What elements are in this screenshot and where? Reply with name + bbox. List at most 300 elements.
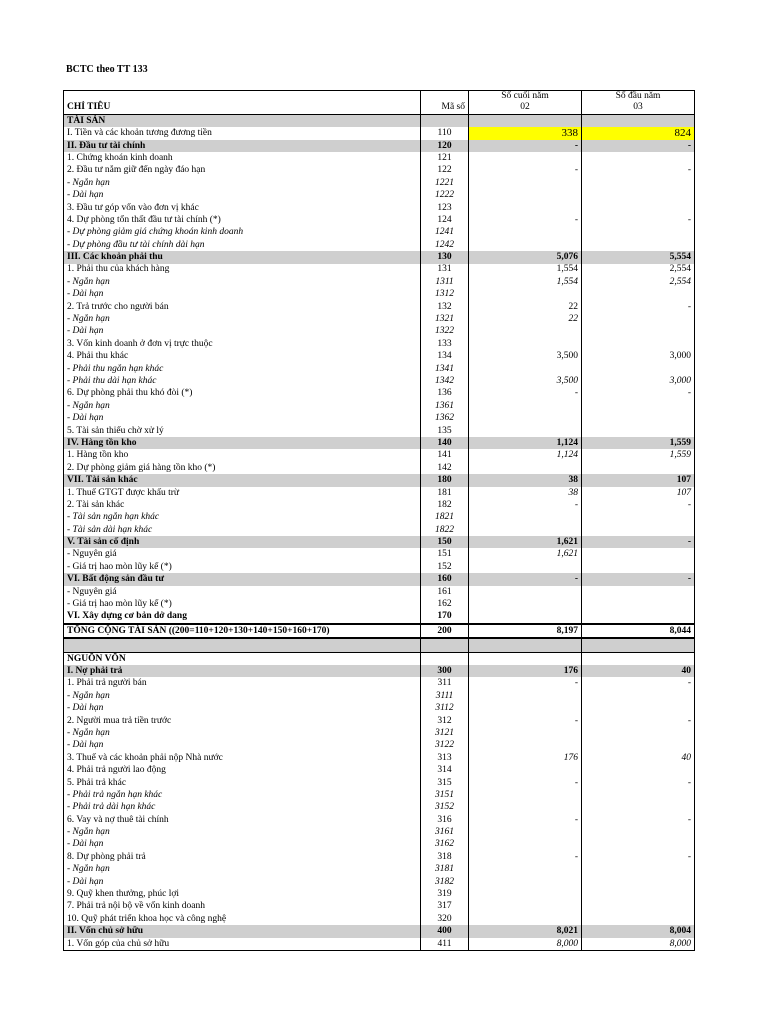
row-code: 122 <box>421 164 469 176</box>
row-begin-year-value <box>582 739 695 751</box>
row-label: VI. Bất động sản đầu tư <box>64 573 421 585</box>
row-begin-year-value: 8,004 <box>582 925 695 937</box>
row-code: 121 <box>421 152 469 164</box>
row-label: 3. Thuế và các khoản phải nộp Nhà nước <box>64 752 421 764</box>
row-end-year-value <box>469 114 582 127</box>
row-begin-year-value <box>582 239 695 251</box>
row-begin-year-value <box>582 462 695 474</box>
table-row <box>64 925 695 937</box>
row-code: 130 <box>421 251 469 263</box>
table-row <box>64 652 695 665</box>
row-code: 131 <box>421 264 469 276</box>
row-begin-year-value: - <box>582 214 695 226</box>
row-code: 136 <box>421 387 469 399</box>
row-label: - Phải thu dài hạn khác <box>64 375 421 387</box>
row-begin-year-value: - <box>582 387 695 399</box>
table-row <box>64 350 695 362</box>
row-end-year-value: 22 <box>469 313 582 325</box>
row-label: - Ngắn hạn <box>64 400 421 412</box>
row-label: 5. Tài sản thiếu chờ xử lý <box>64 425 421 437</box>
row-label: II. Đầu tư tài chính <box>64 140 421 152</box>
row-label: 5. Phải trả khác <box>64 777 421 789</box>
row-end-year-value: - <box>469 140 582 152</box>
row-end-year-value: 8,000 <box>469 938 582 951</box>
row-end-year-value <box>469 900 582 912</box>
row-begin-year-value <box>582 586 695 598</box>
row-end-year-value: - <box>469 715 582 727</box>
row-end-year-value: - <box>469 164 582 176</box>
row-begin-year-value: 107 <box>582 487 695 499</box>
row-label: 4. Phải thu khác <box>64 350 421 362</box>
table-row <box>64 598 695 610</box>
row-label: 8. Dự phòng phải trả <box>64 851 421 863</box>
row-end-year-value <box>469 702 582 714</box>
row-label: IV. Hàng tồn kho <box>64 437 421 449</box>
row-begin-year-value <box>582 727 695 739</box>
table-row <box>64 739 695 751</box>
row-begin-year-value <box>582 511 695 523</box>
row-end-year-value <box>469 838 582 850</box>
table-row <box>64 387 695 399</box>
table-row <box>64 338 695 350</box>
row-label: 2. Tài sản khác <box>64 499 421 511</box>
row-label: 6. Vay và nợ thuê tài chính <box>64 814 421 826</box>
row-begin-year-value: - <box>582 140 695 152</box>
row-end-year-value: 1,554 <box>469 264 582 276</box>
table-row <box>64 548 695 560</box>
row-label: - Ngắn hạn <box>64 727 421 739</box>
table-row <box>64 702 695 714</box>
row-code: 181 <box>421 487 469 499</box>
row-code: 317 <box>421 900 469 912</box>
row-end-year-value <box>469 511 582 523</box>
row-end-year-value <box>469 524 582 536</box>
row-end-year-value: - <box>469 387 582 399</box>
table-row <box>64 164 695 176</box>
row-end-year-value: - <box>469 214 582 226</box>
row-code: 132 <box>421 301 469 313</box>
table-row <box>64 140 695 152</box>
row-end-year-value: 1,124 <box>469 449 582 461</box>
row-label: - Dài hạn <box>64 288 421 300</box>
row-end-year-value <box>469 152 582 164</box>
row-begin-year-value <box>582 826 695 838</box>
row-code: 141 <box>421 449 469 461</box>
row-label: 10. Quỹ phát triển khoa học và công nghệ <box>64 913 421 925</box>
row-code: 3112 <box>421 702 469 714</box>
row-code: 170 <box>421 610 469 623</box>
table-row <box>64 276 695 288</box>
row-code <box>421 638 469 652</box>
row-end-year-value: - <box>469 814 582 826</box>
row-begin-year-value <box>582 338 695 350</box>
table-row <box>64 226 695 238</box>
row-begin-year-value: - <box>582 301 695 313</box>
row-end-year-value: 3,500 <box>469 350 582 362</box>
table-row <box>64 665 695 677</box>
row-end-year-value <box>469 598 582 610</box>
row-begin-year-value: - <box>582 573 695 585</box>
row-label: - Ngắn hạn <box>64 313 421 325</box>
row-label: - Phải thu ngắn hạn khác <box>64 363 421 375</box>
row-end-year-value: 1,621 <box>469 548 582 560</box>
table-row <box>64 251 695 263</box>
table-row <box>64 214 695 226</box>
row-begin-year-value: - <box>582 715 695 727</box>
row-code: 3161 <box>421 826 469 838</box>
table-row <box>64 838 695 850</box>
table-row <box>64 524 695 536</box>
row-begin-year-value <box>582 638 695 652</box>
row-end-year-value: 176 <box>469 752 582 764</box>
row-label: 2. Đầu tư nắm giữ đến ngày đáo hạn <box>64 164 421 176</box>
table-row <box>64 189 695 201</box>
table-row <box>64 487 695 499</box>
row-begin-year-value <box>582 764 695 776</box>
row-begin-year-value <box>582 412 695 424</box>
table-row <box>64 573 695 585</box>
row-begin-year-value <box>582 313 695 325</box>
row-begin-year-value: 1,559 <box>582 437 695 449</box>
row-label: - Dài hạn <box>64 876 421 888</box>
row-code: 142 <box>421 462 469 474</box>
table-row <box>64 152 695 164</box>
row-label: - Giá trị hao mòn lũy kế (*) <box>64 598 421 610</box>
row-code: 318 <box>421 851 469 863</box>
row-label <box>64 638 421 652</box>
row-begin-year-value: 1,559 <box>582 449 695 461</box>
row-end-year-value <box>469 888 582 900</box>
row-begin-year-value: - <box>582 536 695 548</box>
row-code: 180 <box>421 474 469 486</box>
header-end-year <box>469 91 582 115</box>
row-begin-year-value <box>582 189 695 201</box>
row-code: 1822 <box>421 524 469 536</box>
row-code: 161 <box>421 586 469 598</box>
row-code: 152 <box>421 561 469 573</box>
row-end-year-value: 38 <box>469 474 582 486</box>
table-row <box>64 474 695 486</box>
table-row <box>64 177 695 189</box>
row-label: - Dài hạn <box>64 739 421 751</box>
row-label: I. Nợ phải trả <box>64 665 421 677</box>
row-label: 4. Dự phòng tổn thất đầu tư tài chính (*) <box>64 214 421 226</box>
row-end-year-value <box>469 363 582 375</box>
row-end-year-value <box>469 727 582 739</box>
row-begin-year-value <box>582 202 695 214</box>
row-code: 1312 <box>421 288 469 300</box>
row-code: 1241 <box>421 226 469 238</box>
row-begin-year-value <box>582 363 695 375</box>
table-row <box>64 610 695 623</box>
row-begin-year-value: 107 <box>582 474 695 486</box>
row-label: II. Vốn chủ sở hữu <box>64 925 421 937</box>
row-begin-year-value <box>582 548 695 560</box>
row-label: - Tài sản dài hạn khác <box>64 524 421 536</box>
table-row <box>64 938 695 951</box>
row-label: 4. Phải trả người lao động <box>64 764 421 776</box>
row-code: 162 <box>421 598 469 610</box>
row-label: 1. Phải trả người bán <box>64 677 421 689</box>
row-code: 3182 <box>421 876 469 888</box>
table-row <box>64 690 695 702</box>
row-end-year-value: 5,076 <box>469 251 582 263</box>
table-body <box>64 114 695 950</box>
row-code: 411 <box>421 938 469 951</box>
row-begin-year-value: - <box>582 777 695 789</box>
header-end-year-title: Số cuối năm <box>501 91 549 101</box>
table-row <box>64 638 695 652</box>
row-end-year-value: 3,500 <box>469 375 582 387</box>
row-code: 1342 <box>421 375 469 387</box>
row-code: 319 <box>421 888 469 900</box>
table-row <box>64 437 695 449</box>
row-code: 1362 <box>421 412 469 424</box>
table-row <box>64 449 695 461</box>
row-label: 7. Phải trả nội bộ về vốn kinh doanh <box>64 900 421 912</box>
row-begin-year-value <box>582 177 695 189</box>
table-row <box>64 425 695 437</box>
header-begin-year <box>582 91 695 115</box>
row-end-year-value: 38 <box>469 487 582 499</box>
row-code <box>421 114 469 127</box>
row-begin-year-value <box>582 900 695 912</box>
row-code: 300 <box>421 665 469 677</box>
row-label: 3. Vốn kinh doanh ở đơn vị trực thuộc <box>64 338 421 350</box>
row-begin-year-value: 8,000 <box>582 938 695 951</box>
table-row <box>64 412 695 424</box>
row-label: TỔNG CỘNG TÀI SẢN ((200=110+120+130+140+150+160+170) <box>64 624 421 638</box>
row-label: 6. Dự phòng phải thu khó đòi (*) <box>64 387 421 399</box>
row-label: - Phải trả ngắn hạn khác <box>64 789 421 801</box>
row-begin-year-value <box>582 652 695 665</box>
row-code: 135 <box>421 425 469 437</box>
row-end-year-value <box>469 739 582 751</box>
row-begin-year-value: - <box>582 814 695 826</box>
table-row <box>64 202 695 214</box>
row-begin-year-value: 2,554 <box>582 276 695 288</box>
table-row <box>64 777 695 789</box>
row-label: I. Tiền và các khoản tương đương tiền <box>64 127 421 139</box>
row-end-year-value: 176 <box>469 665 582 677</box>
row-code: 316 <box>421 814 469 826</box>
row-code: 312 <box>421 715 469 727</box>
row-end-year-value <box>469 189 582 201</box>
row-begin-year-value: - <box>582 499 695 511</box>
table-header <box>64 91 695 115</box>
balance-sheet-table <box>63 90 695 951</box>
row-code: 314 <box>421 764 469 776</box>
row-label: - Ngắn hạn <box>64 177 421 189</box>
row-begin-year-value <box>582 226 695 238</box>
row-label: 1. Chứng khoán kinh doanh <box>64 152 421 164</box>
table-row <box>64 313 695 325</box>
document-title: BCTC theo TT 133 <box>66 64 148 75</box>
row-end-year-value: 1,554 <box>469 276 582 288</box>
table-row <box>64 913 695 925</box>
row-begin-year-value <box>582 690 695 702</box>
row-begin-year-value <box>582 152 695 164</box>
row-label: - Phải trả dài hạn khác <box>64 801 421 813</box>
header-label: CHỈ TIÊU <box>64 91 421 115</box>
row-end-year-value <box>469 325 582 337</box>
row-end-year-value <box>469 764 582 776</box>
row-begin-year-value <box>582 888 695 900</box>
row-code: 133 <box>421 338 469 350</box>
row-label: 1. Vốn góp của chủ sở hữu <box>64 938 421 951</box>
row-end-year-value: 8,021 <box>469 925 582 937</box>
row-code: 1311 <box>421 276 469 288</box>
row-code: 311 <box>421 677 469 689</box>
header-code: Mã số <box>421 91 469 115</box>
row-begin-year-value <box>582 838 695 850</box>
row-end-year-value: 338 <box>469 127 582 139</box>
row-begin-year-value <box>582 425 695 437</box>
row-begin-year-value: - <box>582 164 695 176</box>
row-begin-year-value: 2,554 <box>582 264 695 276</box>
row-code: 320 <box>421 913 469 925</box>
row-code: 1361 <box>421 400 469 412</box>
row-code: 3162 <box>421 838 469 850</box>
row-begin-year-value: 8,044 <box>582 624 695 638</box>
row-code: 160 <box>421 573 469 585</box>
row-label: - Tài sản ngắn hạn khác <box>64 511 421 523</box>
row-label: 1. Hàng tồn kho <box>64 449 421 461</box>
row-label: - Ngắn hạn <box>64 276 421 288</box>
row-code: 3151 <box>421 789 469 801</box>
table-row <box>64 752 695 764</box>
table-row <box>64 789 695 801</box>
row-end-year-value <box>469 202 582 214</box>
row-code: 1321 <box>421 313 469 325</box>
row-code: 123 <box>421 202 469 214</box>
table-row <box>64 863 695 875</box>
row-begin-year-value <box>582 789 695 801</box>
row-begin-year-value <box>582 400 695 412</box>
row-end-year-value <box>469 462 582 474</box>
row-begin-year-value: - <box>582 677 695 689</box>
row-end-year-value <box>469 288 582 300</box>
row-code: 134 <box>421 350 469 362</box>
row-code: 1341 <box>421 363 469 375</box>
row-code <box>421 652 469 665</box>
row-label: - Ngắn hạn <box>64 826 421 838</box>
row-end-year-value <box>469 638 582 652</box>
table-row <box>64 239 695 251</box>
row-begin-year-value <box>582 114 695 127</box>
table-row <box>64 814 695 826</box>
row-code: 3152 <box>421 801 469 813</box>
row-label: 9. Quỹ khen thưởng, phúc lợi <box>64 888 421 900</box>
row-label: 2. Người mua trả tiền trước <box>64 715 421 727</box>
row-end-year-value <box>469 801 582 813</box>
row-code: 315 <box>421 777 469 789</box>
table-row <box>64 288 695 300</box>
row-begin-year-value <box>582 598 695 610</box>
table-row <box>64 400 695 412</box>
row-begin-year-value <box>582 863 695 875</box>
row-begin-year-value <box>582 561 695 573</box>
table-row <box>64 801 695 813</box>
row-end-year-value <box>469 913 582 925</box>
table-row <box>64 127 695 139</box>
table-row <box>64 624 695 638</box>
row-code: 1222 <box>421 189 469 201</box>
table-row <box>64 900 695 912</box>
row-end-year-value <box>469 826 582 838</box>
row-begin-year-value: 824 <box>582 127 695 139</box>
row-code: 1821 <box>421 511 469 523</box>
row-end-year-value: - <box>469 777 582 789</box>
row-begin-year-value <box>582 524 695 536</box>
row-code: 124 <box>421 214 469 226</box>
row-code: 140 <box>421 437 469 449</box>
table-row <box>64 511 695 523</box>
row-end-year-value <box>469 561 582 573</box>
row-label: - Dài hạn <box>64 189 421 201</box>
table-row <box>64 851 695 863</box>
row-end-year-value: 1,621 <box>469 536 582 548</box>
row-label: 3. Đầu tư góp vốn vào đơn vị khác <box>64 202 421 214</box>
row-end-year-value: - <box>469 677 582 689</box>
row-code: 110 <box>421 127 469 139</box>
table-row <box>64 677 695 689</box>
row-label: - Dự phòng giảm giá chứng khoán kinh doanh <box>64 226 421 238</box>
row-label: - Giá trị hao mòn lũy kế (*) <box>64 561 421 573</box>
row-end-year-value <box>469 690 582 702</box>
row-end-year-value <box>469 610 582 623</box>
row-end-year-value <box>469 863 582 875</box>
table-row <box>64 826 695 838</box>
row-code: 3111 <box>421 690 469 702</box>
row-label: V. Tài sản cố định <box>64 536 421 548</box>
row-end-year-value <box>469 239 582 251</box>
row-end-year-value: - <box>469 499 582 511</box>
row-end-year-value: 1,124 <box>469 437 582 449</box>
row-begin-year-value <box>582 913 695 925</box>
row-label: - Dài hạn <box>64 412 421 424</box>
header-begin-year-col: 03 <box>633 102 643 113</box>
row-end-year-value <box>469 789 582 801</box>
row-end-year-value <box>469 226 582 238</box>
table-row <box>64 325 695 337</box>
row-code: 3122 <box>421 739 469 751</box>
row-end-year-value <box>469 876 582 888</box>
row-label: - Ngắn hạn <box>64 863 421 875</box>
row-begin-year-value <box>582 325 695 337</box>
table-row <box>64 499 695 511</box>
row-end-year-value <box>469 338 582 350</box>
row-end-year-value <box>469 412 582 424</box>
row-end-year-value: 8,197 <box>469 624 582 638</box>
row-begin-year-value: 40 <box>582 665 695 677</box>
table-row <box>64 888 695 900</box>
row-begin-year-value: 5,554 <box>582 251 695 263</box>
row-label: TÀI SẢN <box>64 114 421 127</box>
row-end-year-value <box>469 586 582 598</box>
row-label: 1. Thuế GTGT được khấu trừ <box>64 487 421 499</box>
row-code: 200 <box>421 624 469 638</box>
row-label: VI. Xây dựng cơ bản dở dang <box>64 610 421 623</box>
row-label: - Dài hạn <box>64 325 421 337</box>
row-end-year-value: - <box>469 573 582 585</box>
row-label: NGUỒN VỐN <box>64 652 421 665</box>
row-begin-year-value <box>582 801 695 813</box>
header-end-year-col: 02 <box>520 102 530 113</box>
row-label: III. Các khoản phải thu <box>64 251 421 263</box>
row-label: 1. Phải thu của khách hàng <box>64 264 421 276</box>
row-code: 3121 <box>421 727 469 739</box>
